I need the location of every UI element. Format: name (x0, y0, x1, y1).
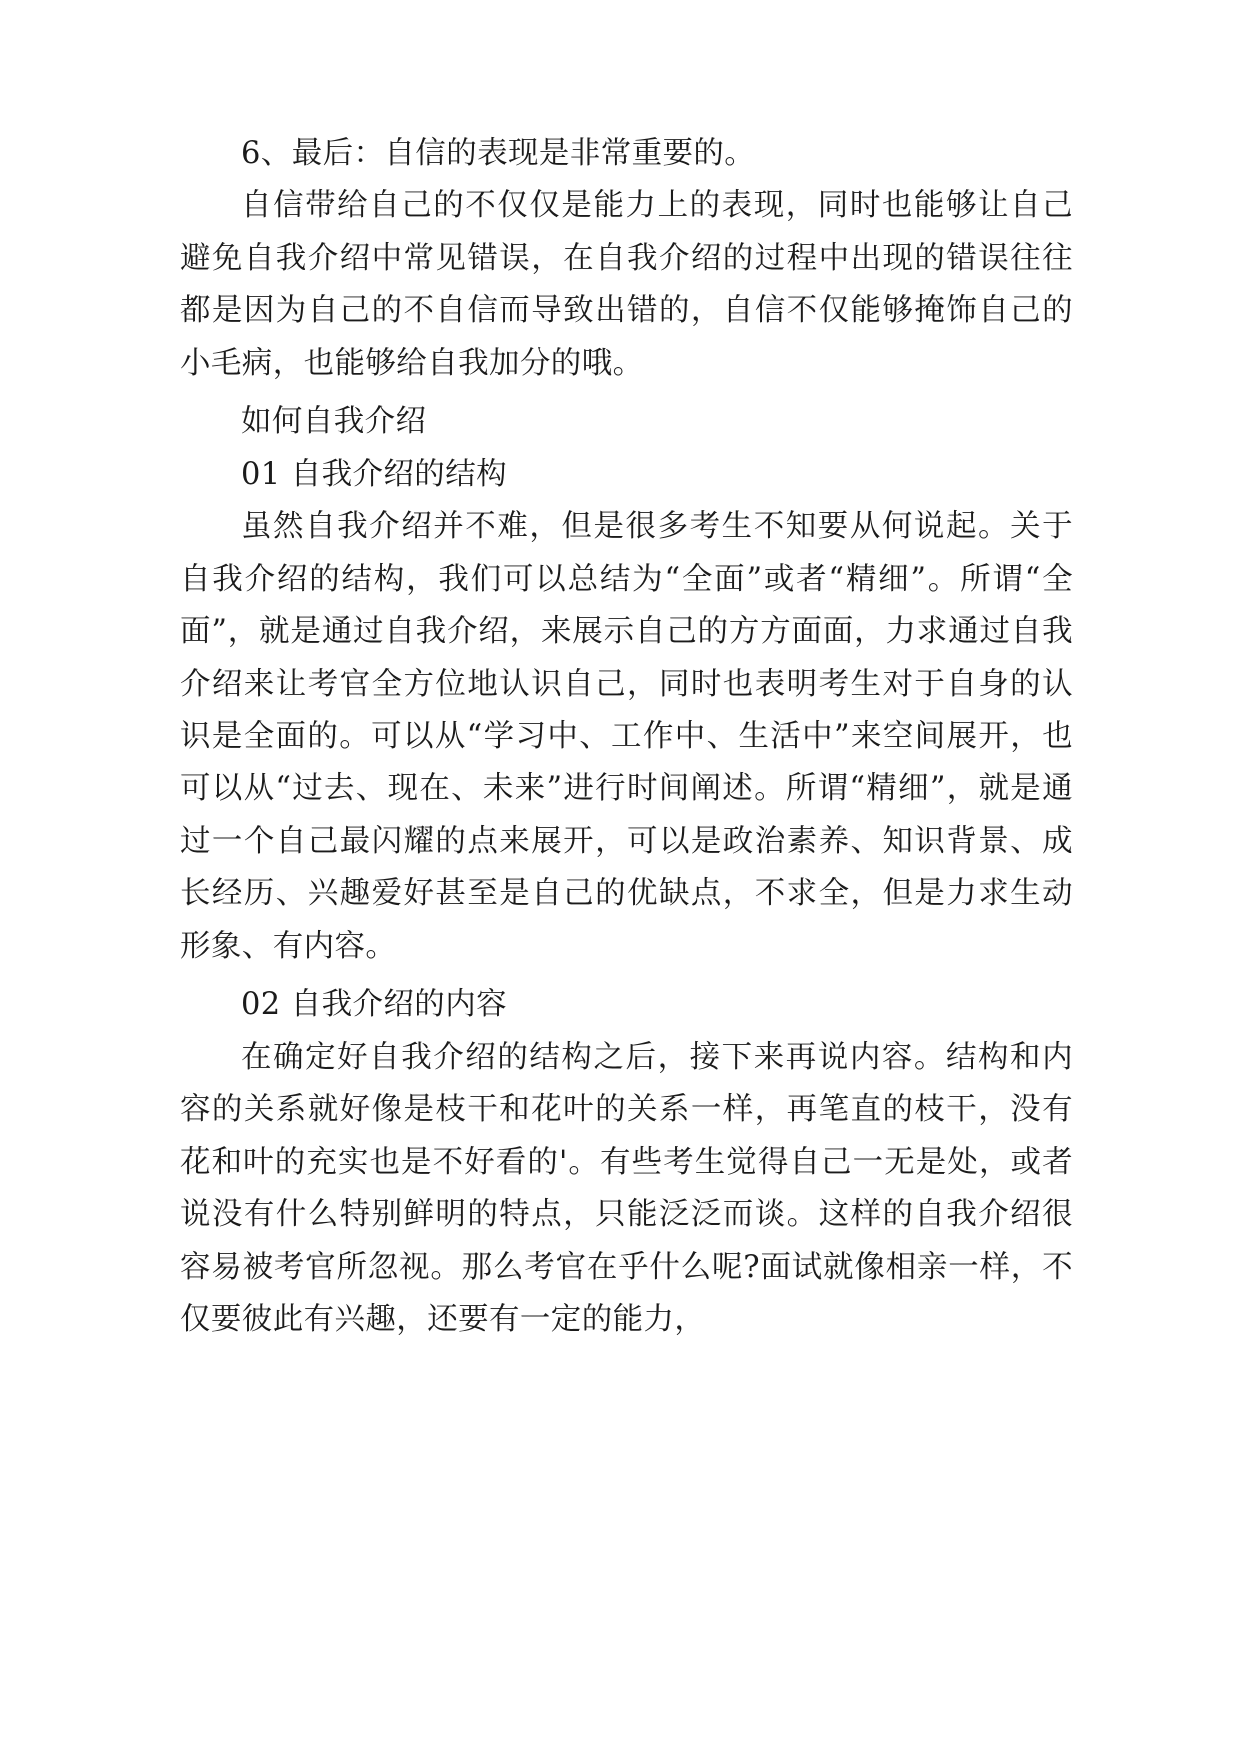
document-body (180, 128, 1073, 1346)
paragraph-confidence: 自信带给自己的不仅仅是能力上的表现，同时也能够让自己避免自我介绍中常见错误，在自我介绍的过程中出现的错误往往都是因为自己的不自信而导致出错的，自信不仅能够掩饰自己的小毛病，也能够给自我加分的哦。 (180, 188, 1073, 381)
paragraph-subheading-02: 02 自我介绍的内容 (241, 987, 508, 1023)
paragraph-heading-6: 6、最后：自信的表现是非常重要的。 (241, 136, 756, 171)
paragraph-subheading-01: 01 自我介绍的结构 (241, 456, 508, 492)
paragraph-content-body: 在确定好自我介绍的结构之后，接下来再说内容。结构和内容的关系就好像是枝干和花叶的关系一样，再笔直的枝干，没有花和叶的充实也是不好看的'。有些考生觉得自己一无是处，或者说没有什么特别鲜明的特点，只能泛泛而谈。这样的自我介绍很容易被考官所忽视。那么考官在乎什么呢?面试就像相亲一样，不仅要彼此有兴趣，还要有一定的能力， (180, 1039, 1073, 1337)
paragraph-section-title: 如何自我介绍 (241, 404, 427, 440)
paragraph-structure-body: 虽然自我介绍并不难，但是很多考生不知要从何说起。关于自我介绍的结构，我们可以总结为“全面”或者“精细”。所谓“全面”，就是通过自我介绍，来展示自己的方方面面，力求通过自我介绍来让考官全方位地认识自己，同时也表明考生对于自身的认识是全面的。可以从“学习中、工作中、生活中”来空间展开，也可以从“过去、现在、未来”进行时间阐述。所谓“精细”，就是通过一个自己最闪耀的点来展开，可以是政治素养、知识背景、成长经历、兴趣爱好甚至是自己的优缺点，不求全，但是力求生动形象、有内容。 (180, 509, 1073, 964)
